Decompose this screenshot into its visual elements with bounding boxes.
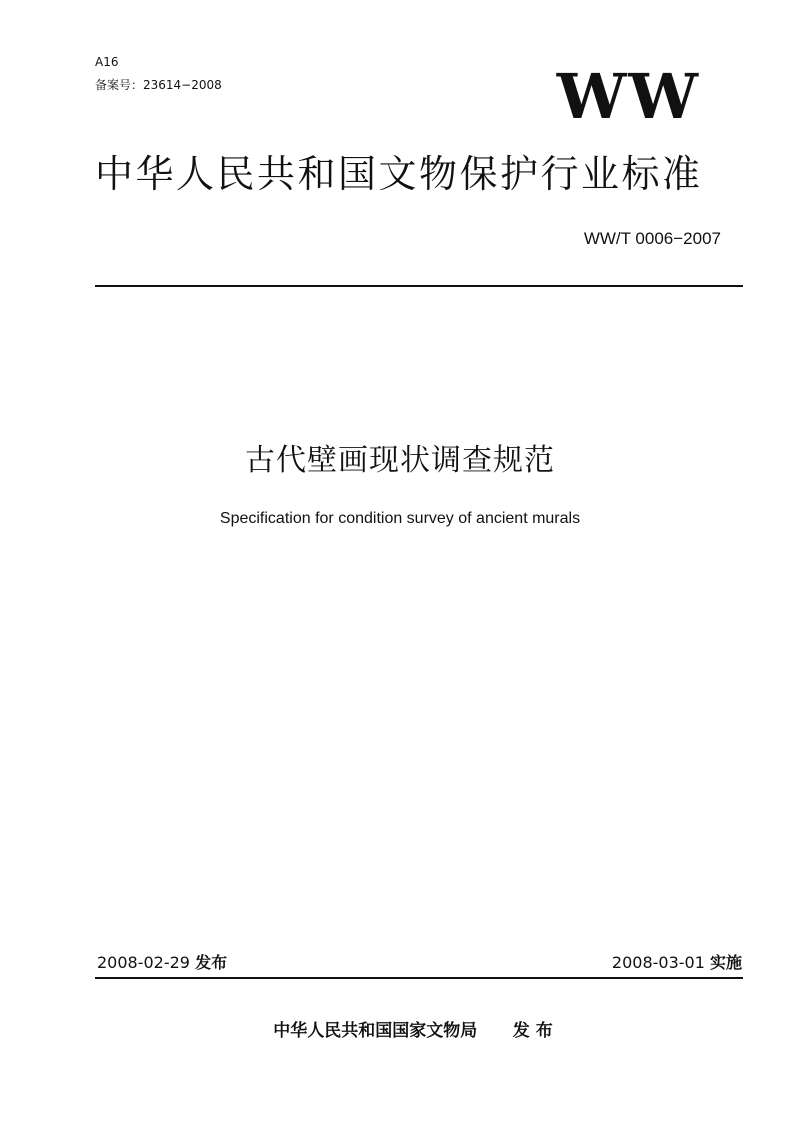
publisher-name: 中华人民共和国国家文物局 bbox=[273, 1021, 478, 1041]
standard-category-title: 中华人民共和国文物保护行业标准 bbox=[95, 152, 703, 196]
publisher-line bbox=[0, 1019, 800, 1043]
implementation-label: 实施 bbox=[709, 953, 742, 972]
issue-label: 发布 bbox=[195, 953, 228, 972]
top-divider bbox=[95, 285, 743, 287]
issue-date-line bbox=[97, 953, 227, 973]
issue-date: 2008-02-29 bbox=[97, 953, 190, 972]
document-title-chinese: 古代壁画现状调查规范 bbox=[245, 443, 555, 478]
implementation-date-line bbox=[540, 953, 742, 973]
standard-number: WW/T 0006−2007 bbox=[583, 229, 721, 248]
document-title-english: Specification for condition survey of ancient murals bbox=[219, 510, 581, 527]
ww-logo: WW bbox=[556, 60, 700, 133]
bottom-divider bbox=[95, 977, 743, 979]
publisher-action: 发 布 bbox=[512, 1021, 553, 1041]
implementation-date: 2008-03-01 bbox=[611, 953, 705, 972]
classification-code: A16 bbox=[95, 55, 119, 69]
filing-number: 备案号：23614−2008 bbox=[95, 78, 222, 92]
